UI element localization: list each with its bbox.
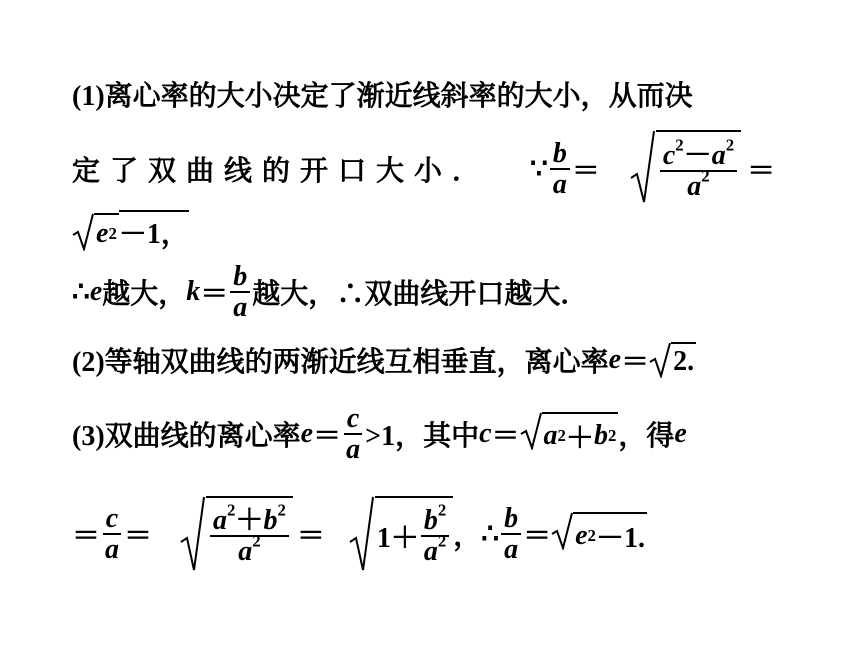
square-root [551, 512, 647, 556]
equals-sign: ＝ [124, 521, 153, 552]
paragraph-1-line-3 [72, 212, 189, 252]
denominator: a [552, 169, 567, 200]
denominator: a [233, 292, 248, 324]
square-root [520, 412, 619, 456]
numerator: c [344, 404, 362, 435]
text-segment: －1， [119, 210, 189, 252]
text-segment: >1，其中 [365, 421, 480, 453]
variable-e: e [89, 276, 103, 308]
numerator: $a^2+b^2$ [210, 506, 289, 537]
paragraph-3-line-1 [72, 404, 687, 465]
denominator: a [105, 534, 120, 565]
text-segment: (2)等轴双曲线的两渐近线互相垂直，离心率 [72, 347, 609, 378]
radicand: 1＋ $\frac{b^2}{a^2}$ [375, 496, 453, 572]
paragraph-3-line-2 [72, 496, 647, 572]
paragraph-1-line-4 [72, 262, 588, 323]
radical-sign-icon [72, 213, 94, 251]
equals-sign: ＝ [72, 521, 101, 552]
square-root [649, 342, 696, 378]
fraction-c2-minus-a2-over-a2 [660, 135, 737, 202]
radical-sign-icon [180, 496, 206, 572]
fraction-c-over-a [102, 504, 122, 565]
paragraph-1-line-2 [72, 130, 775, 208]
therefore-symbol: ∴ [72, 277, 90, 309]
equals-sign: ＝ [523, 521, 552, 552]
text-segment: 越大， [102, 279, 187, 311]
square-root [349, 496, 453, 572]
radicand [206, 496, 293, 572]
radicand: 2. [671, 342, 696, 378]
text-segment: 定了双曲线的开口大小． [72, 156, 491, 187]
radical-sign-icon [630, 130, 656, 208]
square-root [630, 130, 741, 208]
numerator: c [103, 504, 121, 535]
denominator: a [346, 434, 361, 466]
radical-sign-icon [649, 342, 671, 378]
fraction-b-over-a [230, 262, 250, 323]
variable-c: c [479, 418, 492, 450]
variable-e: e [674, 418, 687, 450]
therefore-symbol: ∴ [481, 519, 500, 550]
radical-sign-icon [520, 412, 542, 450]
denominator: $a^2$ [423, 531, 447, 567]
equals-sign: ＝ [313, 421, 342, 453]
equals-sign: ＝ [571, 156, 600, 187]
equals-sign: ＝ [747, 156, 776, 187]
denominator: $a^2$ [238, 531, 261, 567]
fraction-b-over-a [501, 504, 521, 565]
denominator: $a^2$ [687, 166, 710, 202]
paragraph-2 [72, 340, 696, 380]
text-segment: ， [453, 521, 482, 552]
numerator: b [230, 262, 250, 293]
numerator: $c^2-a^2$ [660, 141, 737, 172]
radicand: e 2 －1. [573, 512, 647, 556]
text-segment: (3)双曲线的离心率 [72, 421, 301, 453]
text-segment: 越大， [252, 279, 337, 311]
radical-sign-icon [551, 512, 573, 550]
radicand [656, 130, 741, 208]
radicand: a 2 ＋ b 2 [542, 412, 619, 456]
radicand: e 2 [94, 213, 119, 251]
fraction-a2-plus-b2-over-a2 [210, 500, 289, 567]
text-segment: (1)离心率的大小决定了渐近线斜率的大小，从而决 [72, 81, 693, 112]
paragraph-1-line-1 [72, 74, 693, 114]
variable-k: k [186, 276, 201, 308]
equals-sign: ＝ [491, 421, 520, 453]
fraction-b-over-a [550, 139, 570, 200]
numerator: $b^2$ [421, 506, 449, 537]
variable-e: e [300, 418, 314, 450]
fraction-c-over-a [343, 404, 363, 465]
because-symbol: ∵ [530, 154, 548, 185]
equals-sign: ＝ [621, 347, 650, 378]
denominator: a [504, 534, 519, 565]
equals-sign: ＝ [200, 279, 229, 311]
equals-sign: ＝ [296, 521, 325, 552]
text-segment: ，得 [618, 421, 675, 453]
fraction-b2-over-a2 [421, 500, 449, 567]
variable-e: e [608, 344, 622, 375]
numerator: b [550, 139, 570, 170]
text-segment: ∴双曲线开口越大． [336, 279, 589, 311]
square-root [72, 213, 119, 251]
numerator: b [501, 504, 521, 535]
radical-sign-icon [349, 496, 375, 572]
square-root [180, 496, 293, 572]
